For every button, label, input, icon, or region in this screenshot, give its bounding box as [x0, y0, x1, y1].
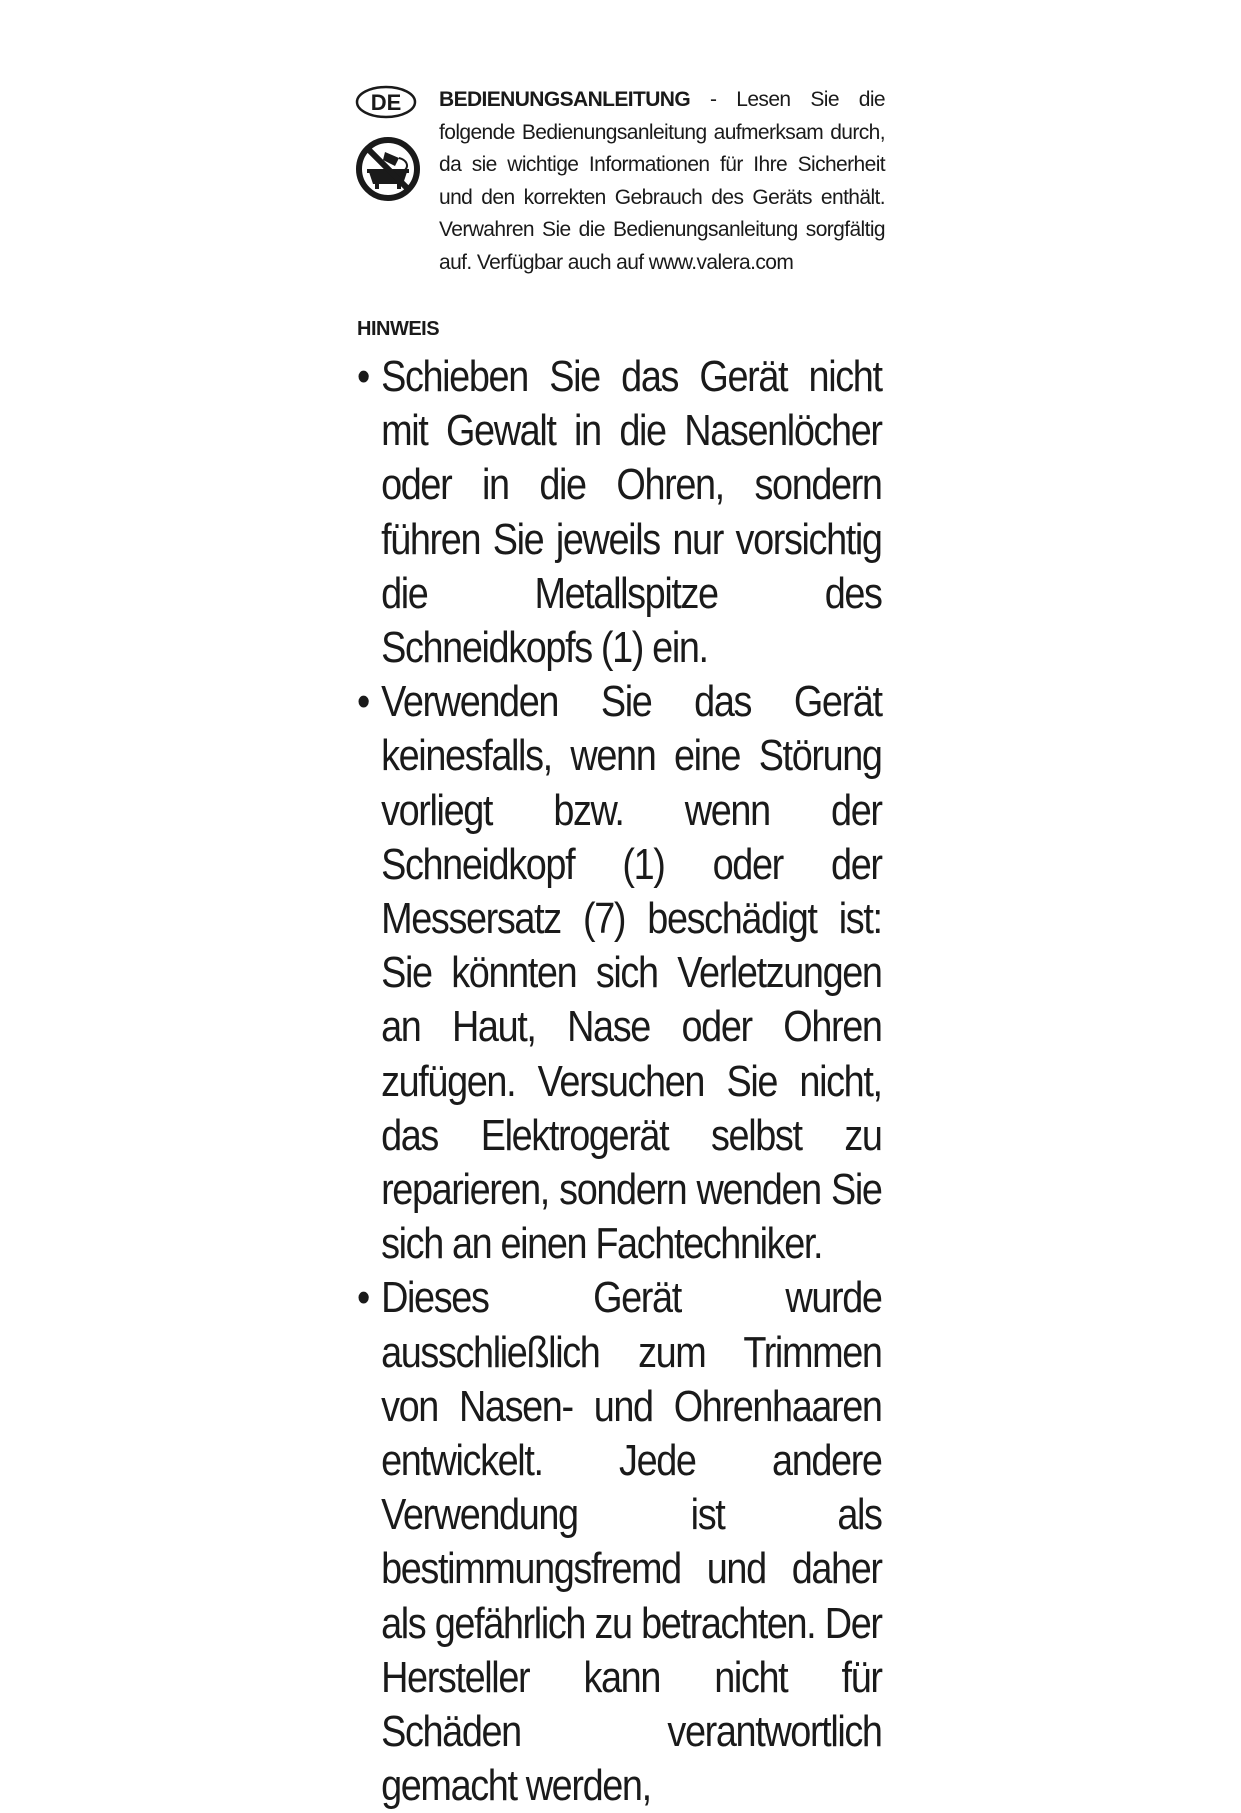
- intro-text: [439, 84, 885, 279]
- no-use-in-bath-icon: [355, 136, 421, 202]
- notice-item: [357, 1271, 882, 1813]
- notice-item-text: Dieses Gerät wurde ausschließlich zum Trimmen von Nasen- und Ohrenhaaren entwickelt. Jede andere Verwendung ist als bestimmungsfremd und daher als gefährlich zu betrachten. Der Hersteller kann nicht für Schäden verantwortlich gemacht werden,: [381, 1273, 882, 1811]
- notice-item: [357, 675, 882, 1271]
- intro-lead: BEDIENUNGSANLEITUNG: [439, 88, 691, 111]
- bullet: •: [357, 352, 369, 401]
- language-badge: [355, 84, 417, 120]
- language-badge-label: DE: [370, 90, 402, 115]
- notice-item-text: Schieben Sie das Gerät nicht mit Gewalt in die Nasenlöcher oder in die Ohren, sondern führen Sie jeweils nur vorsichtig die Metallspitze des Schneidkopfs (1) ein.: [381, 352, 882, 673]
- bullet: •: [357, 677, 369, 727]
- notice-list: [357, 350, 897, 1813]
- intro-rest: - Lesen Sie die folgende Bedienungsanleitung aufmerksam durch, da sie wichtige Informationen für Ihre Sicherheit und den korrekten Gebrauch des Geräts enthält. Verwahren Sie die Bedienungsanleitung sorgfältig auf. Verfügbar auch auf www.valera.com: [439, 88, 885, 274]
- notice-item-text: Verwenden Sie das Gerät keinesfalls, wenn eine Störung vorliegt bzw. wenn der Schneidkopf (1) oder der Messersatz (7) beschädigt ist: Sie könnten sich Verletzungen an Haut, Nase oder Ohren zufügen. Versuchen Sie nicht, das Elektrogerät selbst zu reparieren, sondern wenden Sie sich an einen Fachtechniker.: [381, 677, 882, 1269]
- notice-item: [357, 350, 882, 675]
- notice-heading: HINWEIS: [357, 318, 440, 340]
- bullet: •: [357, 1273, 369, 1323]
